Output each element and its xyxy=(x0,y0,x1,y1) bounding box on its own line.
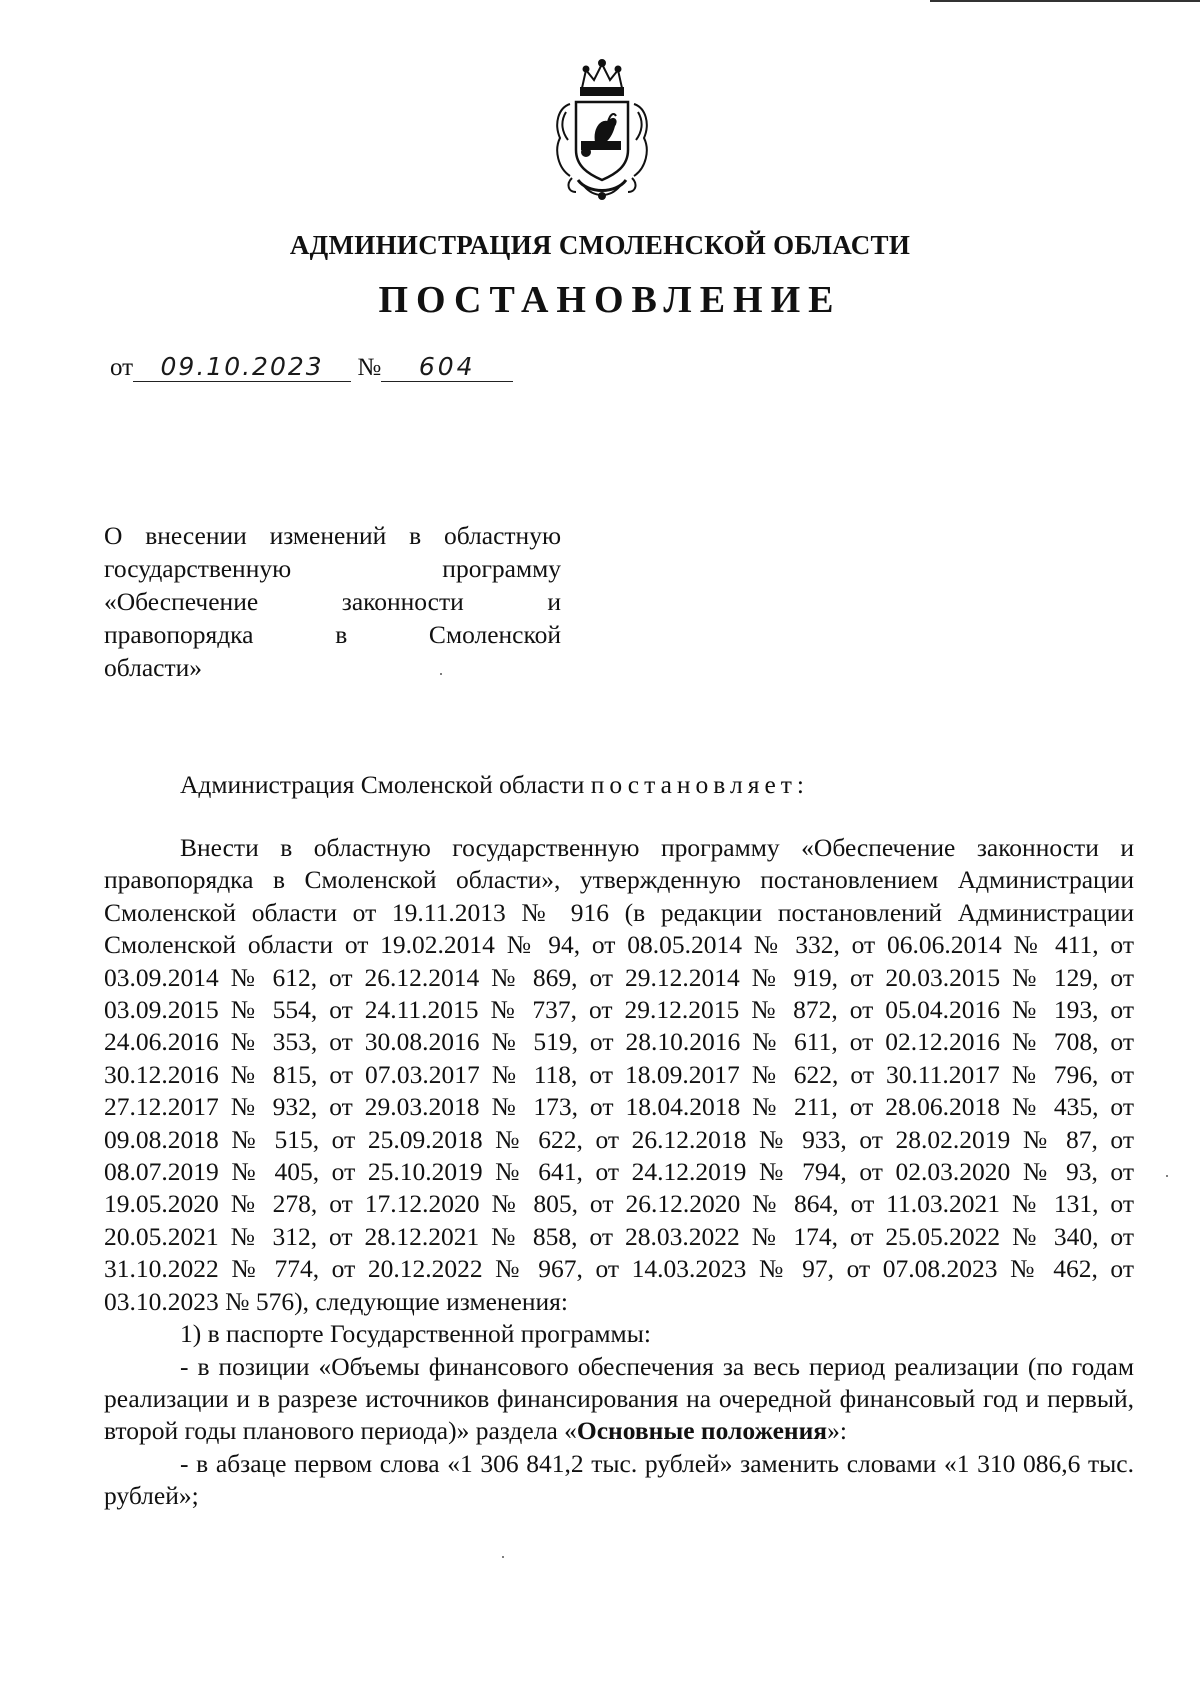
handwritten-number: 604 xyxy=(381,352,513,382)
body-paragraph-main: Внести в областную государственную программу «Обеспечение законности и правопорядка в Смоленской области», утвержденную постановлением Администрации Смоленской области от 19.11.2013 № 916 (в редакции постановлений Администрации Смоленской области от 19.02.2014 № 94, от 08.05.2014 № 332, от 06.06.2014 № 411, от 03.09.2014 № 612, от 26.12.2014 № 869, от 29.12.2014 № 919, от 20.03.2015 № 129, от 03.09.2015 № 554, от 24.11.2015 № 737, от 29.12.2015 № 872, от 05.04.2016 № 193, от 24.06.2016 № 353, от 30.08.2016 № 519, от 28.10.2016 № 611, от 02.12.2016 № 708, от 30.12.2016 № 815, от 07.03.2017 № 118, от 18.09.2017 № 622, от 30.11.2017 № 796, от 27.12.2017 № 932, от 29.03.2018 № 173, от 18.04.2018 № 211, от 28.06.2018 № 435, от 09.08.2018 № 515, от 25.09.2018 № 622, от 26.12.2018 № 933, от 28.02.2019 № 87, от 08.07.2019 № 405, от 25.10.2019 № 641, от 24.12.2019 № 794, от 02.03.2020 № 93, от 19.05.2020 № 278, от 17.12.2020 № 805, от 26.12.2020 № 864, от 11.03.2021 № 131, от 20.05.2021 № 312, от 28.12.2021 № 858, от 28.03.2022 № 174, от 25.05.2022 № 340, от 31.10.2022 № 774, от 20.12.2022 № 967, от 14.03.2023 № 97, от 07.08.2023 № 462, от 03.10.2023 № 576), следующие изменения: xyxy=(104,833,1134,1316)
preamble xyxy=(180,770,809,800)
number-prefix: № xyxy=(357,354,382,381)
body-item-1-subitem-2: - в абзаце первом слова «1 306 841,2 тыс. рублей» заменить словами «1 310 086,6 тыс. рублей»; xyxy=(104,1448,1134,1511)
document-body xyxy=(104,832,1134,1513)
subject-line: «Обеспечение законности и xyxy=(104,587,561,616)
subitem-text: - в позиции «Объемы финансового обеспечения за весь период реализации (по годам реализации и в разрезе источников финансирования на очередной финансовый год и первый, второй годы планового периода)» раздела « xyxy=(104,1351,1134,1446)
scan-speck xyxy=(1166,1175,1168,1177)
subject-line: государственную программу xyxy=(104,554,561,583)
organization-name: АДМИНИСТРАЦИЯ СМОЛЕНСКОЙ ОБЛАСТИ xyxy=(289,230,911,260)
preamble-text: Администрация Смоленской области xyxy=(180,770,585,799)
document-subject xyxy=(104,519,561,684)
scan-speck xyxy=(502,1556,504,1558)
body-item-1: 1) в паспорте Государственной программы: xyxy=(180,1319,651,1349)
subject-line: правопорядка в Смоленской xyxy=(104,620,561,649)
subitem-end: »: xyxy=(827,1416,847,1446)
handwritten-date: 09.10.2023 xyxy=(133,352,351,382)
coat-of-arms-emblem xyxy=(548,58,656,204)
body-item-1-subitem xyxy=(104,1351,1134,1448)
date-number-line xyxy=(110,352,513,382)
scan-edge-line xyxy=(930,0,1200,2)
document-type-title: ПОСТАНОВЛЕНИЕ xyxy=(378,279,842,321)
subject-line: области» xyxy=(104,653,202,682)
date-prefix: от xyxy=(110,354,134,381)
scan-speck xyxy=(440,673,442,675)
subitem-bold-section: Основные положения xyxy=(576,1416,828,1446)
subject-line: О внесении изменений в областную xyxy=(104,521,561,550)
preamble-verb: постановляет: xyxy=(590,770,809,799)
